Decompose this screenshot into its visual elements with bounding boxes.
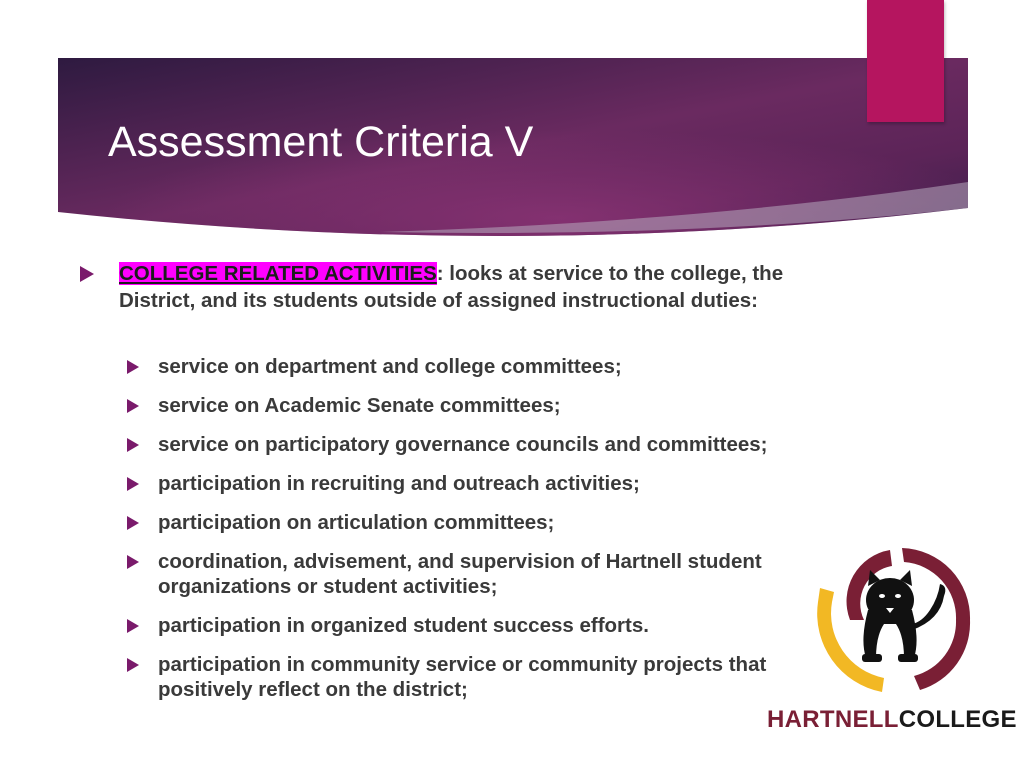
brand-college: COLLEGE: [898, 706, 1017, 733]
triangle-bullet-icon: [127, 399, 139, 413]
intro-text: : looks at service to the college, the District, and its students outside of assigned instructional duties:: [119, 262, 784, 312]
list-item-text: service on Academic Senate committees;: [158, 394, 561, 417]
triangle-bullet-icon: [127, 477, 139, 491]
list-item-text: participation in recruiting and outreach activities;: [158, 472, 640, 495]
triangle-bullet-icon: [127, 619, 139, 633]
slide-title: Assessment Criteria V: [108, 118, 534, 166]
list-item-text: coordination, advisement, and supervision of Hartnell student organizations or student activities;: [158, 550, 762, 598]
list-item-text: participation in community service or community projects that positively reflect on the district;: [158, 653, 767, 701]
list-item-text: participation on articulation committees;: [158, 511, 555, 534]
intro-paragraph: [119, 260, 859, 314]
college-logo-text: [767, 706, 1017, 734]
triangle-bullet-icon: [127, 438, 139, 452]
triangle-bullet-icon: [127, 658, 139, 672]
triangle-bullet-icon: [80, 266, 94, 282]
triangle-bullet-icon: [127, 360, 139, 374]
triangle-bullet-icon: [127, 516, 139, 530]
panther-logo-icon: [810, 540, 990, 700]
brand-hartnell: HARTNELL: [767, 706, 899, 733]
highlighted-heading: COLLEGE RELATED ACTIVITIES: [119, 262, 437, 285]
accent-tab: [867, 0, 944, 122]
list-item-text: service on department and college committees;: [158, 355, 622, 378]
list-item-text: participation in organized student success efforts.: [158, 614, 649, 637]
list-item-text: service on participatory governance councils and committees;: [158, 433, 768, 456]
triangle-bullet-icon: [127, 555, 139, 569]
